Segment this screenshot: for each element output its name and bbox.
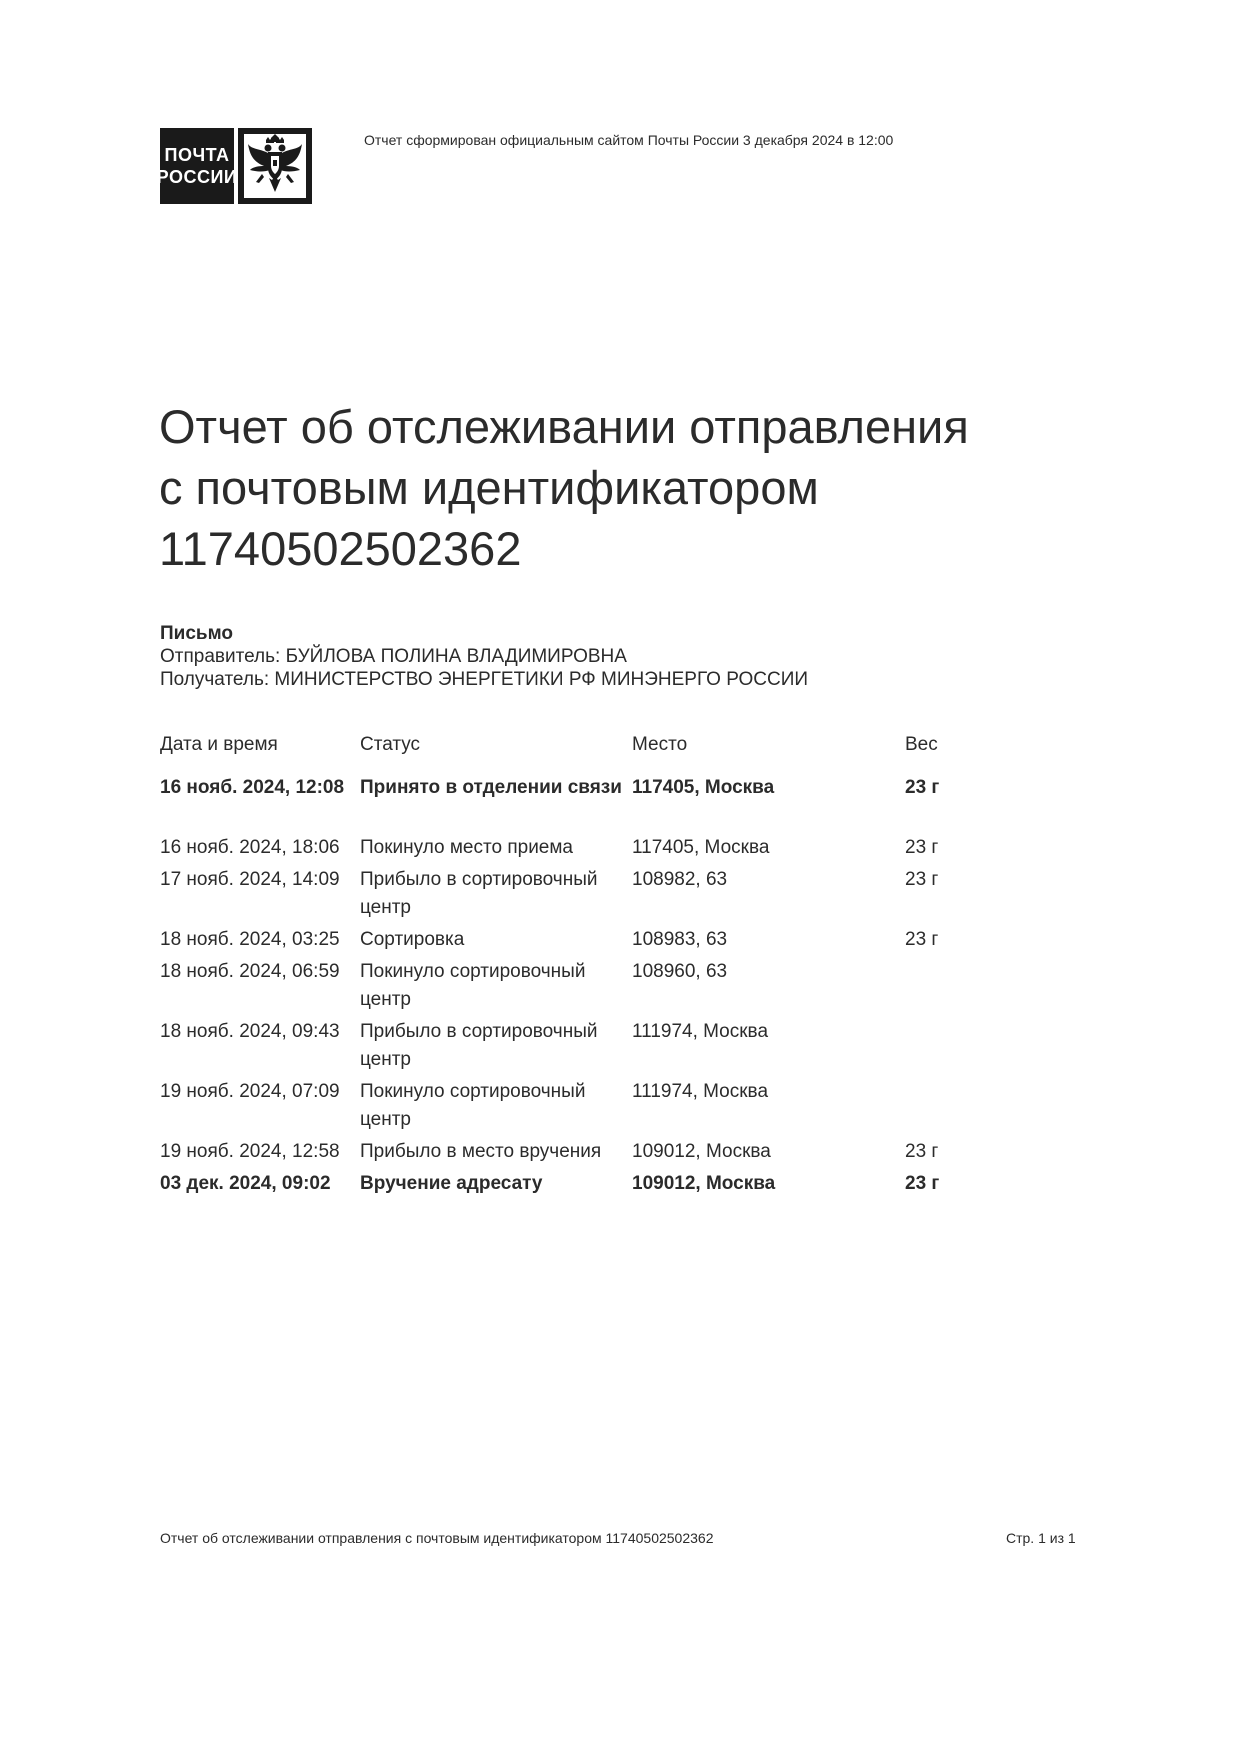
cell-status: Прибыло в сортировочный центр	[360, 1021, 598, 1070]
cell-weight: 23 г	[905, 1173, 940, 1194]
cell-weight: 23 г	[905, 929, 939, 950]
cell-date: 18 нояб. 2024, 03:25	[160, 929, 340, 950]
cell-place: 111974, Москва	[632, 1021, 769, 1042]
cell-place: 117405, Москва	[632, 777, 775, 798]
column-header-place: Место	[632, 734, 688, 755]
cell-weight: 23 г	[905, 777, 940, 798]
logo-line-2: РОССИИ	[156, 167, 238, 187]
page-title	[159, 396, 969, 579]
cell-date: 16 нояб. 2024, 18:06	[160, 837, 340, 858]
cell-status: Покинуло сортировочный центр	[360, 961, 586, 1010]
cell-status: Покинуло сортировочный центр	[360, 1081, 586, 1130]
cell-date: 19 нояб. 2024, 12:58	[160, 1141, 340, 1162]
cell-date: 16 нояб. 2024, 12:08	[160, 777, 345, 798]
column-header-weight: Вес	[905, 734, 938, 755]
title-line-2: с почтовым идентификатором	[159, 461, 819, 514]
cell-weight: 23 г	[905, 837, 939, 858]
logo-line-1: ПОЧТА	[164, 145, 230, 165]
cell-place: 109012, Москва	[632, 1173, 776, 1194]
cell-status: Прибыло в место вручения	[360, 1141, 602, 1162]
cell-place: 109012, Москва	[632, 1141, 771, 1162]
cell-status: Покинуло место приема	[360, 837, 573, 858]
logo-wordmark	[156, 128, 238, 204]
sender: Отправитель: БУЙЛОВА ПОЛИНА ВЛАДИМИРОВНА	[160, 646, 627, 667]
column-header-status: Статус	[360, 734, 421, 755]
cell-place: 108982, 63	[632, 869, 728, 890]
cell-status: Сортировка	[360, 929, 465, 950]
cell-date: 17 нояб. 2024, 14:09	[160, 869, 340, 890]
shipment-kind: Письмо	[160, 623, 233, 644]
page-number: Стр. 1 из 1	[1006, 1530, 1076, 1546]
footer-title: Отчет об отслеживании отправления с почтовым идентификатором 11740502502362	[160, 1530, 714, 1546]
eagle-emblem-icon	[238, 128, 312, 204]
cell-place: 111974, Москва	[632, 1081, 769, 1102]
cell-date: 19 нояб. 2024, 07:09	[160, 1081, 340, 1102]
tracking-number: 11740502502362	[159, 522, 522, 575]
cell-date: 03 дек. 2024, 09:02	[160, 1173, 331, 1194]
cell-date: 18 нояб. 2024, 09:43	[160, 1021, 340, 1042]
cell-date: 18 нояб. 2024, 06:59	[160, 961, 340, 982]
cell-status: Вручение адресату	[360, 1173, 543, 1194]
column-header-date: Дата и время	[160, 734, 278, 755]
cell-weight: 23 г	[905, 869, 939, 890]
cell-place: 108983, 63	[632, 929, 728, 950]
russian-post-logo	[156, 128, 312, 204]
cell-weight: 23 г	[905, 1141, 939, 1162]
cell-status: Прибыло в сортировочный центр	[360, 869, 598, 918]
cell-status: Принято в отделении связи	[360, 777, 622, 798]
report-generated-note: Отчет сформирован официальным сайтом Почты России 3 декабря 2024 в 12:00	[364, 132, 894, 148]
cell-place: 117405, Москва	[632, 837, 770, 858]
cell-place: 108960, 63	[632, 961, 728, 982]
shipment-info	[160, 622, 808, 691]
recipient: Получатель: МИНИСТЕРСТВО ЭНЕРГЕТИКИ РФ МИНЭНЕРГО РОССИИ	[160, 669, 809, 690]
title-line-1: Отчет об отслеживании отправления	[159, 400, 969, 453]
